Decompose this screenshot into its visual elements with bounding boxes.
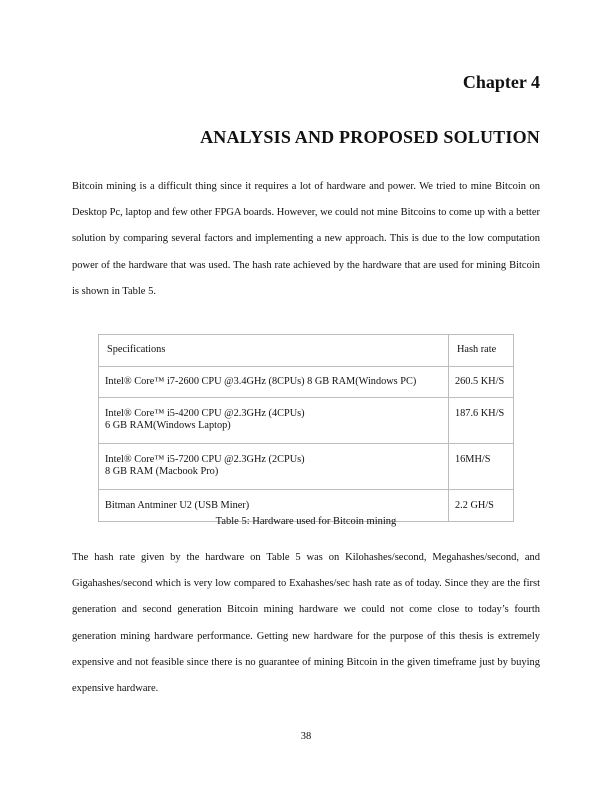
table-row xyxy=(99,398,514,444)
table-row xyxy=(99,367,514,398)
hash-rate-cell: 187.6 KH/S xyxy=(449,398,514,444)
header-hash-rate: Hash rate xyxy=(449,335,514,367)
hash-rate-cell: 260.5 KH/S xyxy=(449,367,514,398)
hash-rate-cell: 2.2 GH/S xyxy=(449,490,514,522)
table-caption: Table 5: Hardware used for Bitcoin mining xyxy=(215,516,397,527)
hardware-table xyxy=(98,334,514,522)
intro-paragraph: Bitcoin mining is a difficult thing since it requires a lot of hardware and power. We tried to mine Bitcoin on Desktop Pc, laptop and few other FPGA boards. However, we could not mine Bitcoins to come up with a better solution by comparing several factors and implementing a new approach. This is due to the low computation power of the hardware that was used. The hash rate achieved by the hardware that are used for mining Bitcoin is shown in Table 5. xyxy=(72,181,540,297)
discussion-paragraph: The hash rate given by the hardware on Table 5 was on Kilohashes/second, Megahashes/second, and Gigahashes/second which is very low compared to Exahashes/sec hash rate as of today. Since they are the first generation and second generation Bitcoin mining hardware we could not come close to today’s fourth generation mining hardware performance. Getting new hardware for the purpose of this thesis is extremely expensive and not feasible since there is no guarantee of mining Bitcoin in the given timeframe just by buying expensive hardware. xyxy=(72,552,540,695)
section-title: ANALYSIS AND PROPOSED SOLUTION xyxy=(200,127,540,147)
spec-cell: Intel® Core™ i5-7200 CPU @2.3GHz (2CPUs) 8 GB RAM (Macbook Pro) xyxy=(99,444,449,490)
hash-rate-cell: 16MH/S xyxy=(449,444,514,490)
table-row xyxy=(99,444,514,490)
spec-cell: Intel® Core™ i7-2600 CPU @3.4GHz (8CPUs) 8 GB RAM(Windows PC) xyxy=(99,367,449,398)
table-header-row xyxy=(99,335,514,367)
spec-cell: Bitman Antminer U2 (USB Miner) xyxy=(99,490,449,522)
chapter-heading: Chapter 4 xyxy=(462,72,540,92)
spec-cell: Intel® Core™ i5-4200 CPU @2.3GHz (4CPUs) 6 GB RAM(Windows Laptop) xyxy=(99,398,449,444)
header-specifications: Specifications xyxy=(99,335,449,367)
page-number: 38 xyxy=(300,731,312,742)
